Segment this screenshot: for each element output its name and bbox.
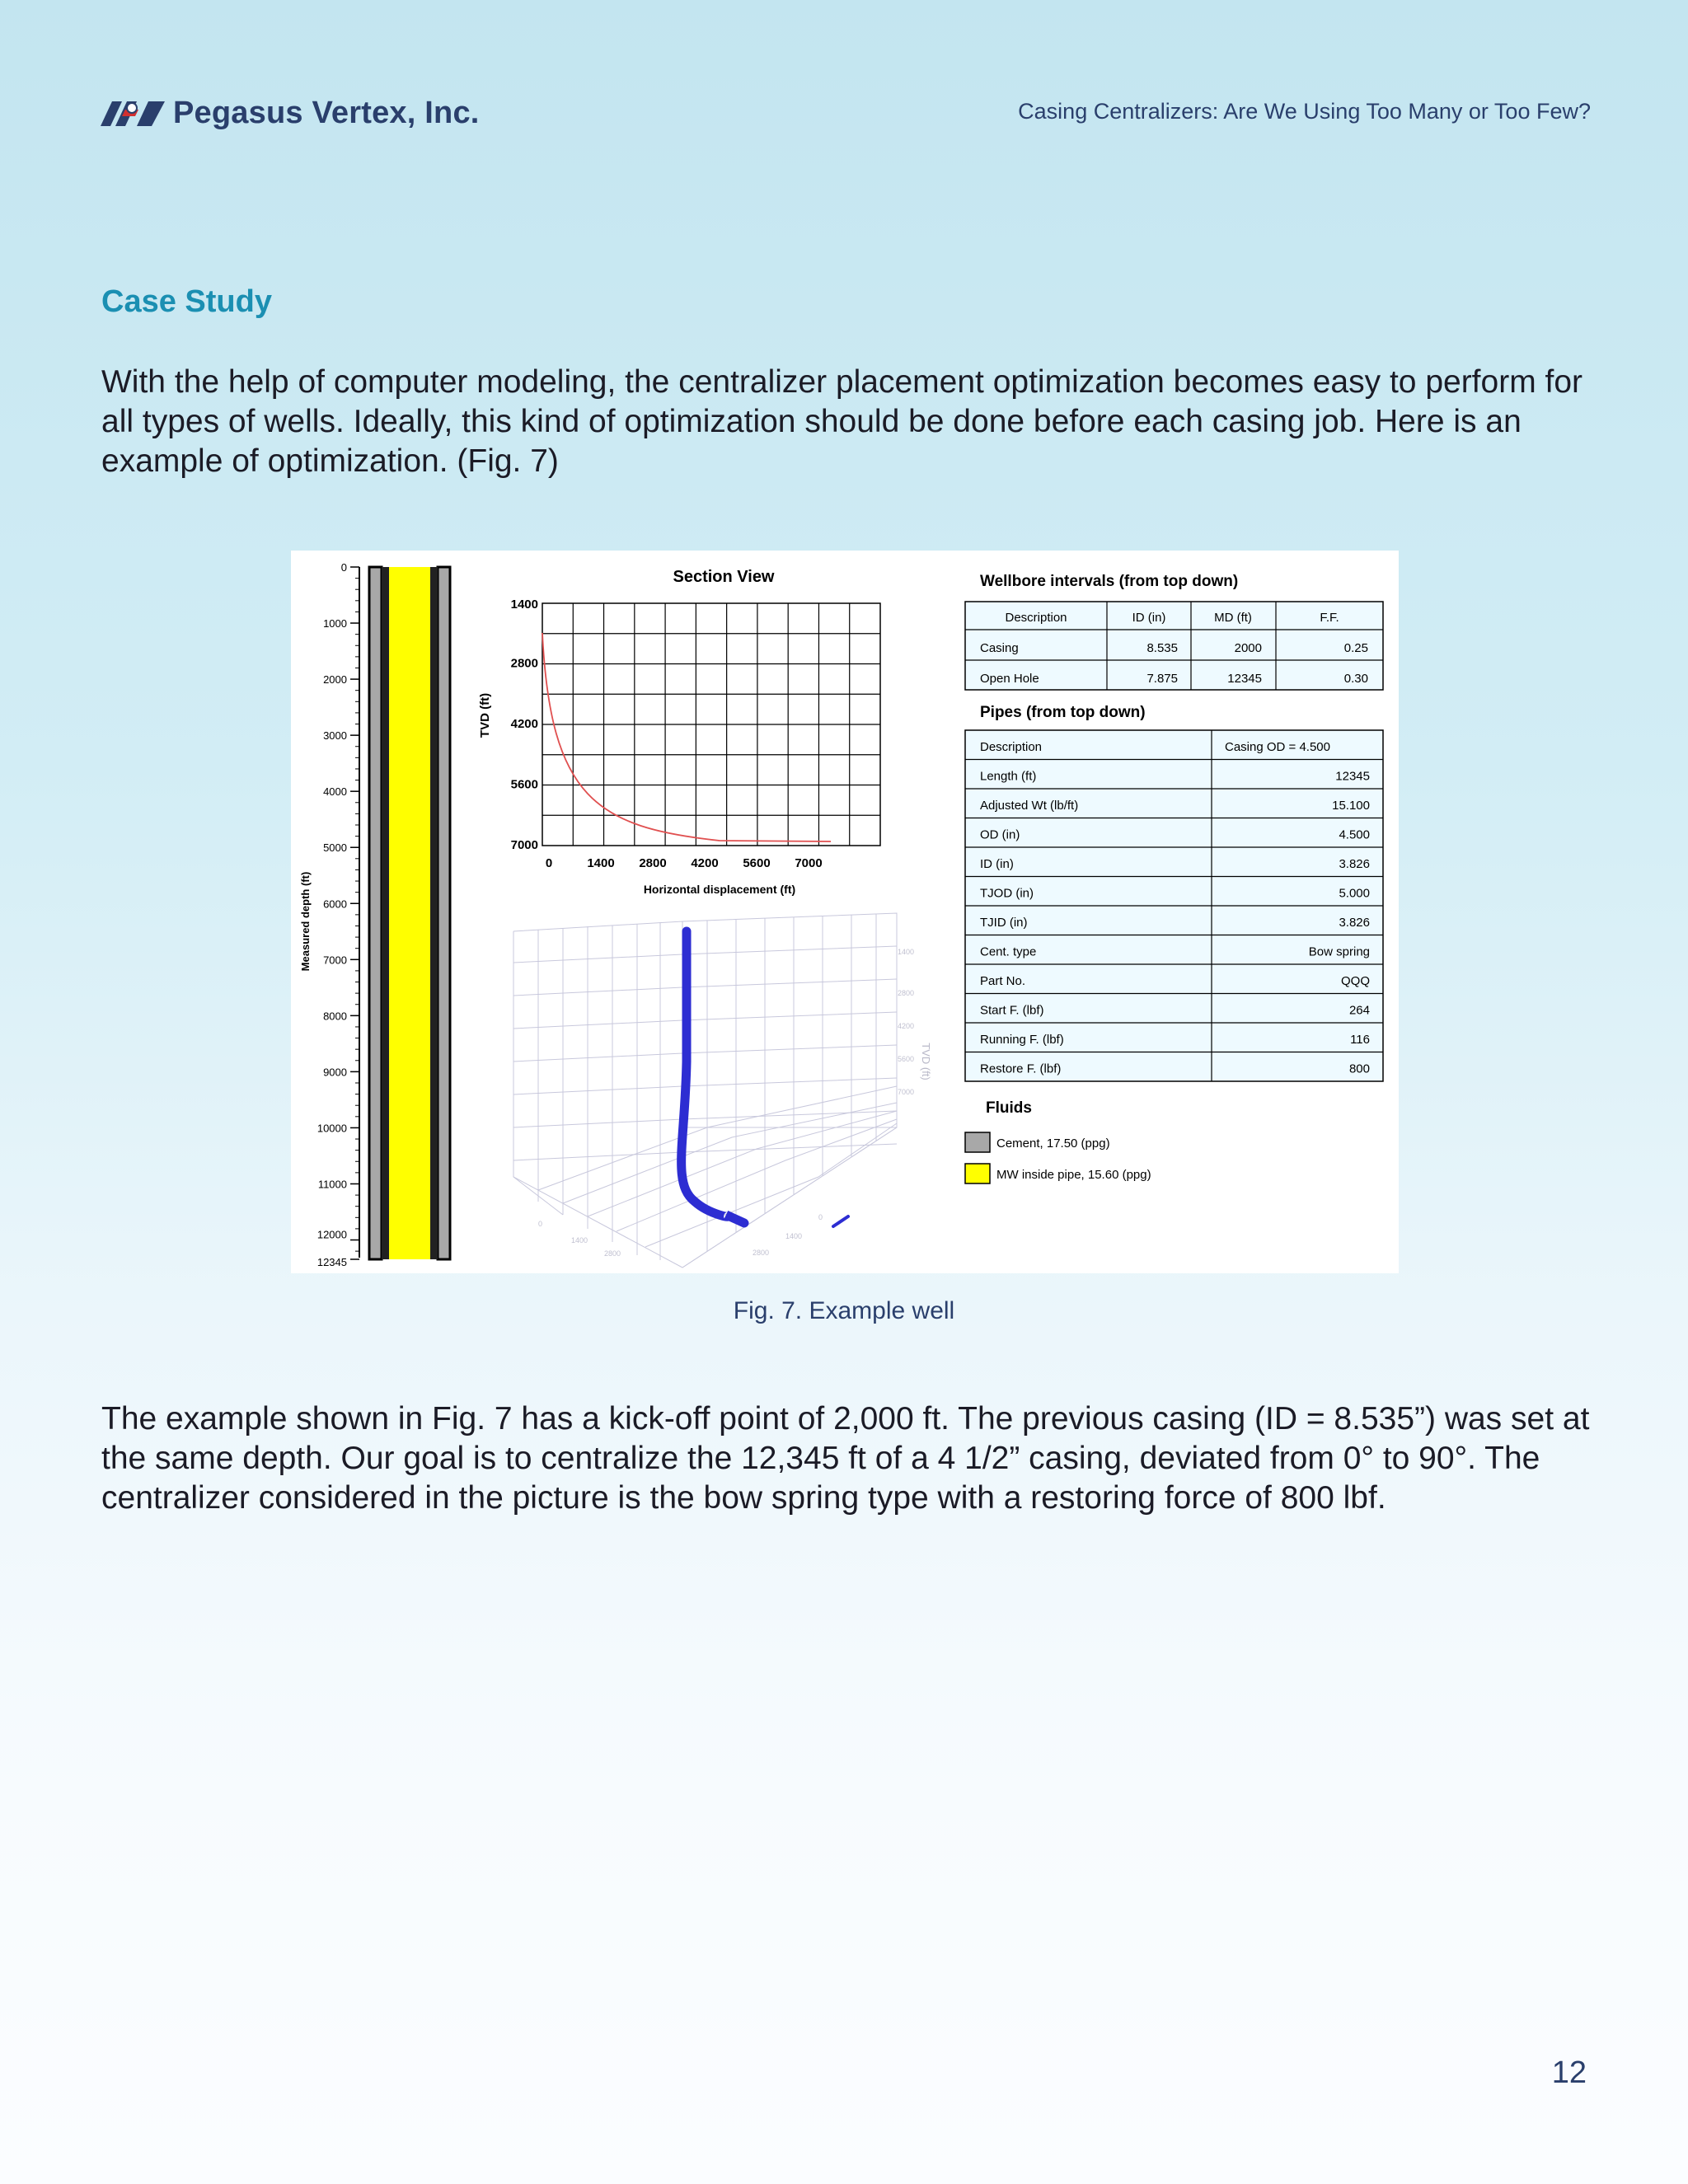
fluid-swatch-cement [965,1132,990,1152]
section-view-xtick: 0 [545,856,553,870]
pipes-cell-label: ID (in) [980,857,1014,871]
section-view-xtick: 2800 [639,856,667,870]
depth-tick-label: 8000 [323,1010,347,1023]
figure-canvas [291,551,1399,1273]
wellbore-cell: 0.30 [1343,672,1368,686]
wellbore-3d-tube [682,931,744,1223]
section-view-xtick: 1400 [587,856,615,870]
depth-tick-label: 6000 [323,898,347,911]
svg-text:1400: 1400 [898,948,915,956]
wellbore-header-md: MD (ft) [1214,611,1252,625]
depth-tick-label: 2000 [323,673,347,687]
casing-right-wall [430,567,438,1259]
svg-text:1400: 1400 [785,1232,803,1240]
depth-tick-label: 3000 [323,729,347,743]
page-number: 12 [1551,2055,1587,2090]
depth-column [299,561,450,1268]
wellbore-header-id: ID (in) [1132,611,1166,625]
depth-tick-label: 12000 [316,1228,347,1241]
section-view-xtick: 5600 [743,856,771,870]
pipes-cell-value: 15.100 [1332,799,1370,813]
pipes-cell-value: 3.826 [1339,857,1370,871]
wellbore-header-description: Description [1005,611,1067,625]
pipes-cell-label: Start F. (lbf) [980,1003,1044,1018]
section-view-ytick: 7000 [510,838,538,852]
depth-tick-label: 1000 [323,617,347,630]
pipes-cell-value: 116 [1350,1033,1370,1047]
cement-right [438,567,450,1259]
section-view-chart [478,568,880,896]
svg-text:5600: 5600 [898,1055,915,1063]
svg-text:1400: 1400 [571,1236,588,1244]
depth-tick-label: 5000 [323,841,347,855]
wellbore-cell: 0.25 [1343,641,1368,655]
svg-text:2800: 2800 [753,1249,770,1257]
view-3d [513,913,932,1268]
wellbore-header-ff: F.F. [1320,611,1339,625]
depth-tick-label: 9000 [323,1066,347,1079]
pipes-cell-value: 3.826 [1339,916,1370,930]
pipes-cell-label: TJID (in) [980,916,1028,930]
company-logo [101,96,480,131]
document-title: Casing Centralizers: Are We Using Too Many or Too Few? [1018,99,1591,124]
wellbore-cell: 8.535 [1146,641,1178,655]
mud-column [389,567,430,1259]
pipes-cell-value: QQQ [1340,974,1370,988]
pipes-cell-value: Casing OD = 4.500 [1225,740,1330,754]
pipes-cell-label: Part No. [980,974,1026,988]
pipes-cell-value: Bow spring [1308,944,1370,959]
pipes-cell-label: Cent. type [980,944,1037,959]
fluids-legend [965,1099,1151,1183]
svg-text:4200: 4200 [898,1022,915,1030]
pipes-cell-value: 12345 [1335,769,1370,784]
section-view-xtick: 4200 [691,856,719,870]
pipes-cell-label: Adjusted Wt (lb/ft) [980,799,1079,813]
section-view-title: Section View [673,568,775,586]
depth-tick-label: 11000 [317,1178,347,1191]
figure-example-well [291,551,1399,1273]
section-view-ytick: 5600 [510,777,538,792]
section-view-ytick: 4200 [510,717,538,731]
pipes-cell-value: 800 [1348,1062,1370,1076]
section-view-xlabel: Horizontal displacement (ft) [643,883,796,896]
svg-text:7000: 7000 [898,1088,915,1096]
casing-left-wall [382,567,389,1259]
section-view-ytick: 1400 [510,598,538,612]
figure-caption: Fig. 7. Example well [733,1297,955,1324]
pipes-cell-label: OD (in) [980,827,1020,842]
wellbore-cell: 2000 [1234,641,1262,655]
view-3d-axis-label: TVD (ft) [920,1043,932,1080]
cement-left [369,567,382,1259]
depth-tick-label: 12345 [316,1256,347,1268]
pipes-cell-label: Running F. (lbf) [980,1033,1064,1047]
fluid-label-cement: Cement, 17.50 (ppg) [996,1137,1110,1151]
wellbore-intervals [965,573,1383,690]
section-view-ytick: 2800 [510,656,538,671]
pipes-cell-value: 264 [1348,1003,1370,1018]
page-header [101,92,1591,134]
wellbore-cell: Casing [980,641,1019,655]
pipes-cell-value: 4.500 [1339,827,1370,842]
wellbore-cell: Open Hole [980,672,1039,686]
example-paragraph: The example shown in Fig. 7 has a kick-off point of 2,000 ft. The previous casing (ID = 8.535”) was set at the same depth. Our goal is to centralize the 12,345 ft of a 4 1/2” casing, deviated from 0° to 90°. The centralizer considered in the picture is the bow spring type with a restoring force of 800 lbf. [101,1401,1590,1516]
depth-tick-label: 10000 [316,1122,347,1135]
pipes-title: Pipes (from top down) [980,704,1146,721]
pipes-cell-label: Description [980,740,1043,754]
company-name: Pegasus Vertex, Inc. [173,96,480,130]
pipes-cell-value: 5.000 [1339,886,1370,901]
depth-axis-label: Measured depth (ft) [299,871,312,972]
wellbore-3d-projection [833,1216,848,1226]
pegasus-vertex-logo-icon [101,101,165,126]
section-view-xtick: 7000 [795,856,823,870]
depth-tick-label: 0 [340,561,347,574]
svg-text:2800: 2800 [898,989,915,997]
wellbore-cell: 7.875 [1146,672,1178,686]
svg-text:0: 0 [818,1213,823,1221]
svg-text:0: 0 [538,1220,543,1228]
intro-paragraph: With the help of computer modeling, the centralizer placement optimization becomes easy to perform for all types of wells. Ideally, this kind of optimization should be done before each casing job. Here is an example of optimization. (Fig. 7) [101,364,1583,479]
svg-text:2800: 2800 [604,1249,621,1258]
fluid-swatch-mud [965,1164,990,1183]
pipes-cell-label: Restore F. (lbf) [980,1062,1062,1076]
pipes-table [965,704,1383,1081]
pipes-cell-label: Length (ft) [980,769,1037,784]
fluids-title: Fluids [986,1099,1032,1117]
section-view-ylabel: TVD (ft) [478,692,492,738]
depth-tick-label: 7000 [323,954,347,967]
fluid-label-mud: MW inside pipe, 15.60 (ppg) [996,1168,1151,1182]
wellbore-title: Wellbore intervals (from top down) [980,573,1239,590]
depth-tick-label: 4000 [323,785,347,799]
wellbore-cell: 12345 [1227,672,1262,686]
section-title: Case Study [101,284,272,319]
pipes-cell-label: TJOD (in) [980,886,1034,901]
